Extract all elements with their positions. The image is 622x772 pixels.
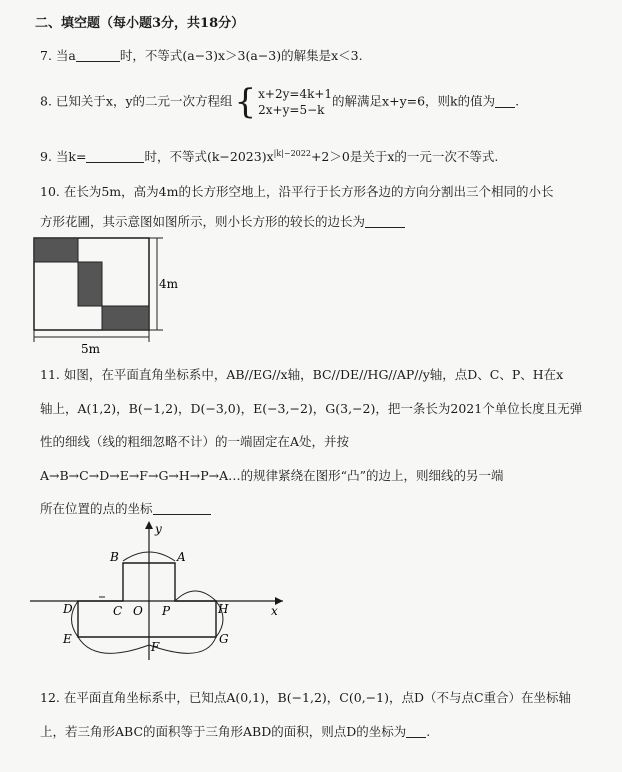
q9-prefix: 9. 当k= [40, 149, 87, 164]
rectangle-figure [25, 232, 195, 357]
equation-2: 2x+y=5−k [258, 103, 325, 117]
label-E: E [63, 632, 72, 646]
y-axis-arrow [145, 521, 153, 529]
q8-prefix: 8. 已知关于x，y的二元一次方程组 [40, 93, 233, 109]
small-rect-1 [34, 238, 78, 262]
q11-line-3: 性的细线（线的粗细忽略不计）的一端固定在A处，并按 [40, 434, 350, 449]
label-P: P [162, 604, 171, 618]
label-G: G [219, 632, 229, 646]
width-label: 5m [81, 342, 101, 356]
tu-shape [78, 563, 216, 637]
q9-answer-blank[interactable] [86, 150, 144, 163]
q10-line-2: 方形花圃，其示意图如图所示，则小长方形的较长的边长为 [40, 214, 366, 229]
label-O: O [133, 604, 143, 618]
small-rect-2 [78, 262, 102, 306]
q11-answer-blank[interactable] [153, 502, 211, 515]
q9-text: 时，不等式(k−2023)x [144, 149, 274, 164]
q7-prefix: 7. 当a [40, 48, 76, 63]
label-D: D [63, 602, 73, 616]
question-10 [40, 212, 405, 230]
height-label: 4m [159, 277, 179, 291]
question-8: 8. 已知关于x，y的二元一次方程组 { x+2y=4k+1 2x+y=5−k 的解满足x+y=6，则k的值为 . [40, 82, 520, 122]
q10-answer-blank[interactable] [365, 215, 405, 228]
q11-line-1: 11. 如图，在平面直角坐标系中，AB//EG//x轴，BC//DE//HG//AP//y轴，点D、C、P、H在x [40, 367, 564, 382]
q10-line-1: 10. 在长为5m，高为4m的长方形空地上，沿平行于长方形各边的方向分割出三个相同的小长 [40, 184, 554, 199]
label-F: F [151, 640, 160, 654]
question-12: 上，若三角形ABC的面积等于三角形ABD的面积，则点D的坐标为 . [40, 724, 431, 739]
q12-answer-blank[interactable] [406, 725, 426, 738]
left-brace: { [234, 82, 257, 122]
q11-line-4: A→B→C→D→E→F→G→H→P→A…的规律紧绕在图形“凸”的边上，则细线的另一端 [40, 468, 504, 483]
label-A: A [177, 550, 186, 564]
q8-text: 的解满足x+y=6，则k的值为 [332, 93, 496, 109]
equation-system [233, 82, 333, 122]
q7-text: 时，不等式(a−3)x＞3(a−3)的解集是x＜3. [119, 48, 363, 63]
coordinate-figure [25, 515, 295, 665]
question-9 [40, 147, 498, 165]
label-x: x [271, 604, 278, 618]
q7-answer-blank[interactable] [76, 49, 120, 62]
q12-line-2: 上，若三角形ABC的面积等于三角形ABD的面积，则点D的坐标为 [40, 724, 407, 739]
question-7 [40, 46, 363, 64]
equation-1: x+2y=4k+1 [258, 87, 333, 101]
q11-line-2: 轴上，A(1,2)，B(−1,2)，D(−3,0)，E(−3,−2)，G(3,−2)，把一条长为2021个单位长度且无弹 [40, 401, 583, 416]
section-title: 二、填空题（每小题3分，共18分） [35, 16, 245, 31]
q9-exponent: |k|−2022 [273, 148, 311, 158]
label-H: H [218, 602, 229, 616]
q11-line-5: 所在位置的点的坐标 [40, 501, 153, 516]
q8-answer-blank[interactable] [495, 95, 515, 108]
label-y: y [155, 522, 162, 536]
small-rect-3 [102, 306, 149, 330]
label-C: C [113, 604, 123, 618]
label-B: B [110, 550, 119, 564]
q9-text-2: +2＞0是关于x的一元一次不等式. [310, 149, 499, 164]
q12-line-1: 12. 在平面直角坐标系中，已知点A(0,1)，B(−1,2)，C(0,−1)，点D（不与点C重合）在坐标轴 [40, 690, 572, 705]
